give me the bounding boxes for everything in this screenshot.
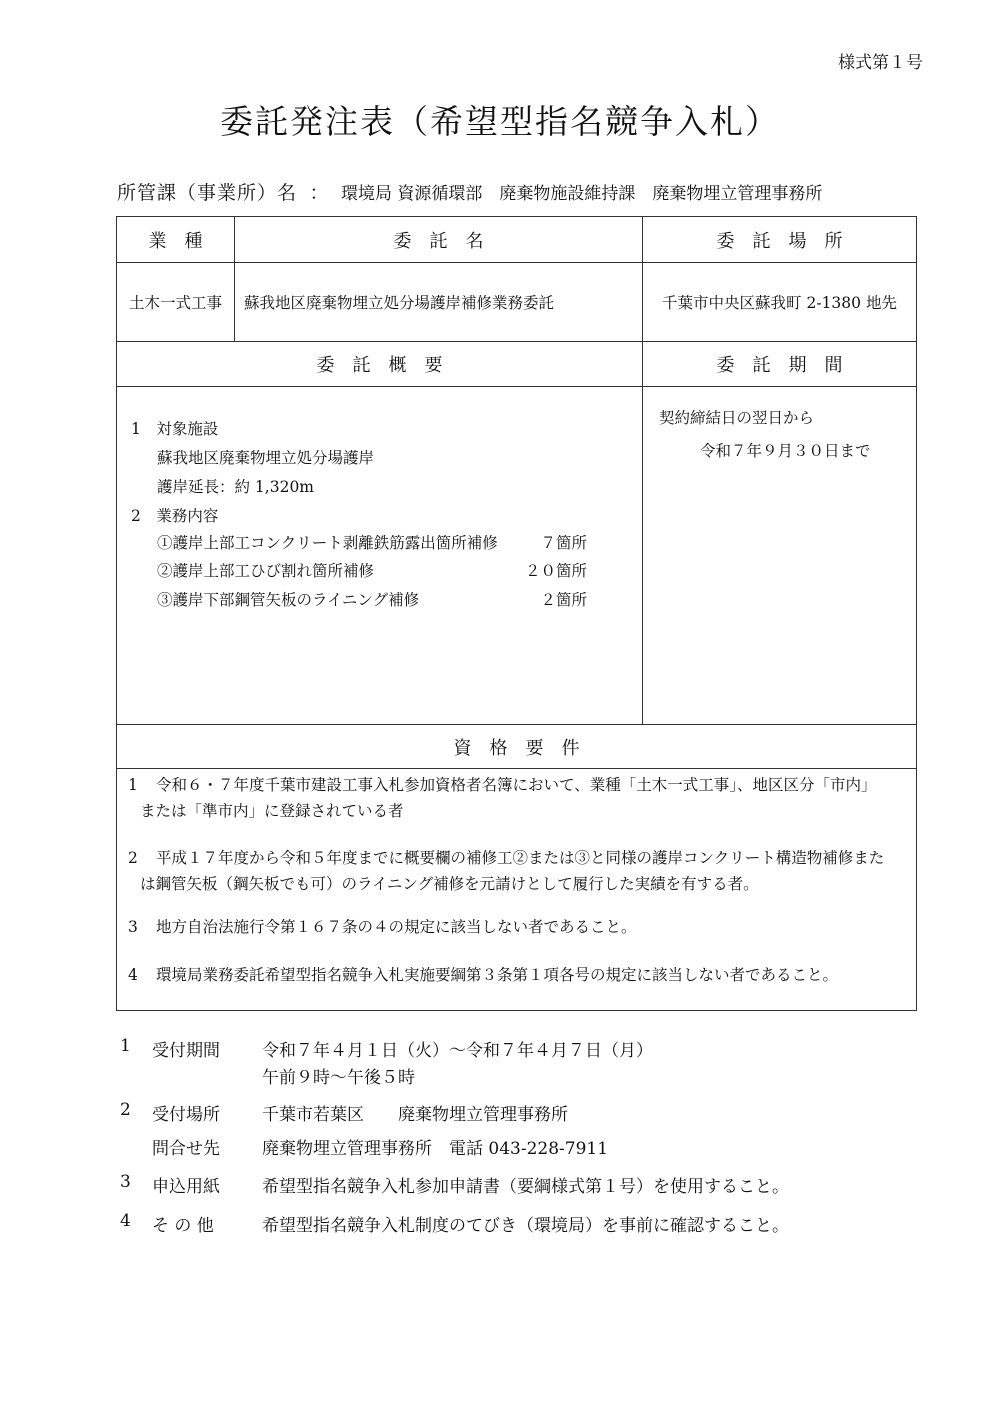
qualification-item xyxy=(128,845,908,897)
header-location: 委 託 場 所 xyxy=(716,230,843,252)
footer-number: 4 xyxy=(120,1211,131,1231)
industry-value: 土木一式工事 xyxy=(128,294,222,312)
task-count: ７箇所 xyxy=(540,534,587,552)
table-line xyxy=(116,386,917,387)
department-value: 環境局 資源循環部 廃棄物施設維持課 廃棄物埋立管理事務所 xyxy=(341,184,823,204)
application-form-label: 申込用紙 xyxy=(152,1177,220,1197)
header-period: 委 託 期 間 xyxy=(716,355,843,376)
form-number: 様式第１号 xyxy=(838,53,923,73)
qualification-number: 3 xyxy=(128,918,138,936)
period-line1: 契約締結日の翌日から xyxy=(659,409,815,427)
period-line2: 令和７年９月３０日まで xyxy=(700,442,871,460)
summary-facility: 蘇我地区廃棄物埋立処分場護岸 xyxy=(157,449,375,467)
footer-number: 3 xyxy=(120,1172,131,1192)
reception-place-value: 千葉市若葉区 廃棄物埋立管理事務所 xyxy=(262,1105,568,1125)
task-label: ①護岸上部工コンクリート剥離鉄筋露出箇所補修 xyxy=(157,534,498,552)
reception-period-value: 令和７年４月１日（火）～令和７年４月７日（月） xyxy=(262,1041,653,1061)
qualification-item xyxy=(128,772,908,824)
department-separator: ： xyxy=(309,182,329,204)
task-label: ②護岸上部工ひび割れ箇所補修 xyxy=(157,562,375,580)
footer-number: 2 xyxy=(120,1100,131,1120)
reception-hours-value: 午前９時～午後５時 xyxy=(262,1068,415,1088)
qualification-text: 令和６・７年度千葉市建設工事入札参加資格者名簿において、業種「土木一式工事」、地区区分「市内」 xyxy=(156,776,877,794)
inquiry-value: 廃棄物埋立管理事務所 電話 043-228-7911 xyxy=(262,1139,609,1159)
qualification-number: 1 xyxy=(128,776,138,794)
qualification-number: 2 xyxy=(128,849,138,867)
header-qualifications: 資 格 要 件 xyxy=(453,737,580,759)
contract-name-value: 蘇我地区廃棄物埋立処分場護岸補修業務委託 xyxy=(244,294,555,312)
task-count: ２箇所 xyxy=(540,591,587,609)
page-title: 委託発注表（希望型指名競争入札） xyxy=(220,102,780,141)
qualification-text: 環境局業務委託希望型指名競争入札実施要綱第３条第１項各号の規定に該当しない者であること。 xyxy=(156,966,839,984)
qualification-text: 地方自治法施行令第１６７条の４の規定に該当しない者であること。 xyxy=(156,918,637,936)
summary-item1-title: 1 対象施設 xyxy=(131,420,219,438)
reception-place-label: 受付場所 xyxy=(152,1105,220,1125)
summary-item2-title: 2 業務内容 xyxy=(131,507,219,525)
table-line xyxy=(916,216,917,1010)
reception-period-label: 受付期間 xyxy=(152,1041,220,1061)
qualification-item xyxy=(128,962,908,988)
other-value: 希望型指名競争入札制度のてびき（環境局）を事前に確認すること。 xyxy=(262,1216,789,1236)
task-label: ③護岸下部鋼管矢板のライニング補修 xyxy=(157,591,420,609)
qualification-text: 平成１７年度から令和５年度までに概要欄の補修工②または③と同様の護岸コンクリート構造物補修また xyxy=(156,849,885,867)
table-line xyxy=(116,1010,917,1011)
qualification-text: は鋼管矢板（鋼矢板でも可）のライニング補修を元請けとして履行した実績を有する者。 xyxy=(140,875,759,893)
qualification-item xyxy=(128,914,908,940)
qualification-number: 4 xyxy=(128,966,138,984)
inquiry-label: 問合せ先 xyxy=(152,1139,220,1159)
header-contract-name: 委 託 名 xyxy=(393,230,484,252)
qualification-text: または「準市内」に登録されている者 xyxy=(140,802,404,820)
footer-number: 1 xyxy=(120,1036,131,1056)
location-value: 千葉市中央区蘇我町 2-1380 地先 xyxy=(662,294,897,312)
department-label: 所管課（事業所）名 xyxy=(117,182,298,204)
task-count: ２０箇所 xyxy=(524,562,587,580)
department-line xyxy=(117,178,822,205)
header-summary: 委 託 概 要 xyxy=(316,355,443,376)
summary-length: 護岸延長：約 1,320m xyxy=(157,478,314,496)
table-line xyxy=(116,768,917,769)
application-form-value: 希望型指名競争入札参加申請書（要綱様式第１号）を使用すること。 xyxy=(262,1177,789,1197)
header-industry: 業 種 xyxy=(148,230,203,252)
other-label: そ の 他 xyxy=(152,1216,214,1236)
